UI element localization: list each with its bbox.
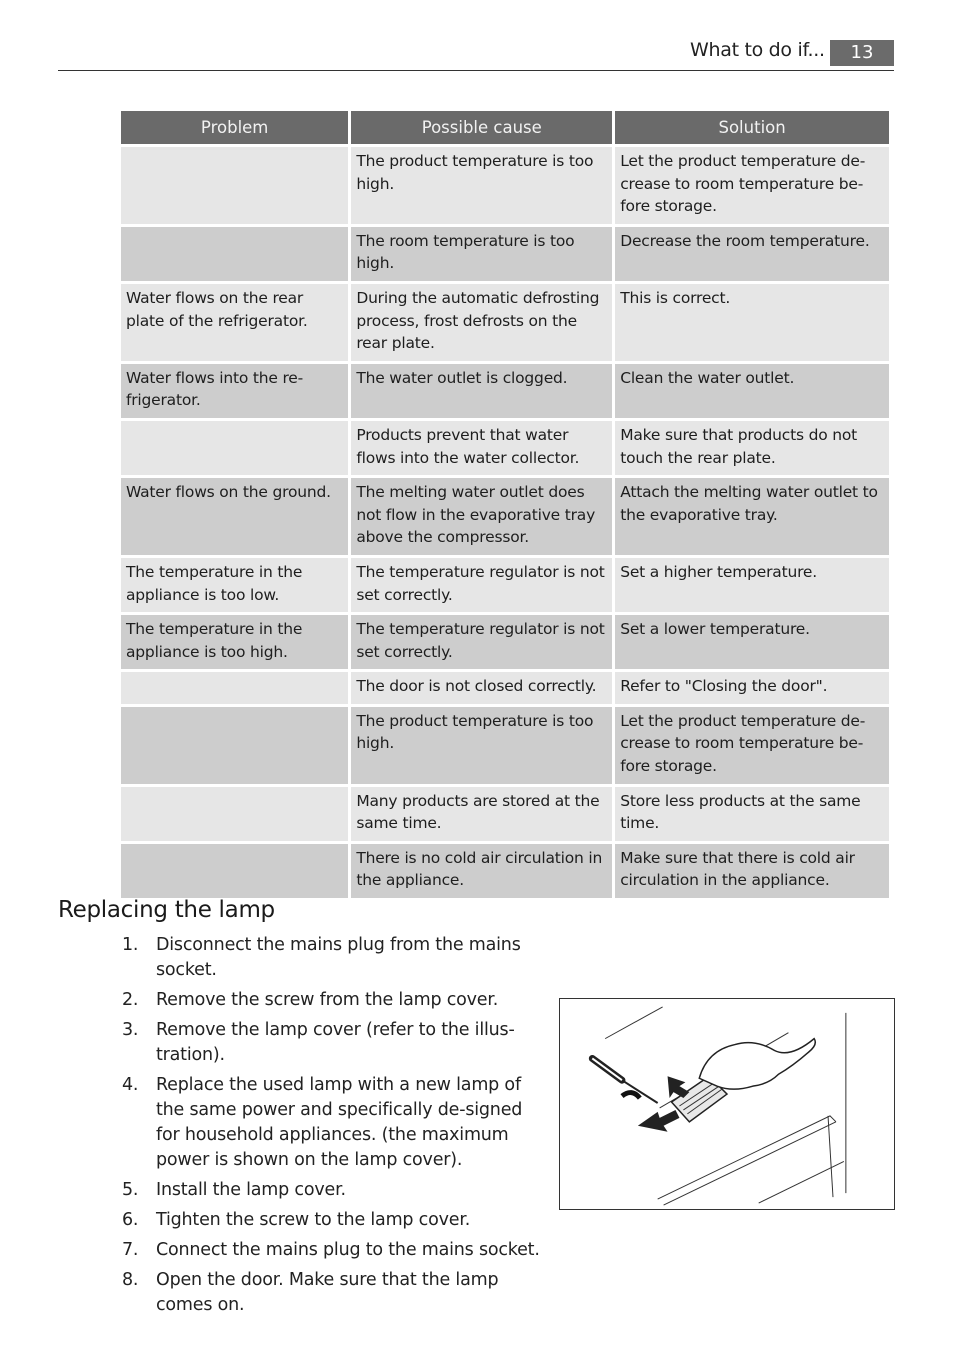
cause-cell: The door is not closed correctly.	[351, 672, 612, 704]
solution-cell: Make sure that there is cold air circulation in the appliance.	[615, 844, 889, 898]
step-text: Install the lamp cover.	[156, 1180, 346, 1200]
step-text: Connect the mains plug to the mains socket.	[156, 1240, 540, 1260]
problem-cell	[121, 707, 348, 784]
table-row	[121, 615, 889, 669]
solution-cell: This is correct.	[615, 284, 889, 361]
list-item	[121, 1268, 541, 1318]
solution-cell: Refer to "Closing the door".	[615, 672, 889, 704]
list-item	[121, 933, 541, 983]
step-number: 5.	[122, 1180, 139, 1200]
solution-cell: Attach the melting water outlet to the evaporative tray.	[615, 478, 889, 555]
solution-cell: Let the product temperature de-crease to room temperature be-fore storage.	[615, 147, 889, 224]
problem-cell: The temperature in the appliance is too low.	[121, 558, 348, 612]
shelf-side	[828, 1116, 833, 1197]
header-divider	[58, 70, 894, 71]
step-number: 2.	[122, 990, 139, 1010]
lamp-removal-drawing	[560, 999, 894, 1209]
cause-cell: During the automatic defrosting process, frost defrosts on the rear plate.	[351, 284, 612, 361]
shelf-edge	[658, 1116, 836, 1199]
column-header-cause: Possible cause	[351, 111, 612, 144]
solution-cell: Set a lower temperature.	[615, 615, 889, 669]
problem-cell	[121, 844, 348, 898]
step-number: 3.	[122, 1020, 139, 1040]
column-header-solution: Solution	[615, 111, 889, 144]
push-arrow-icon	[668, 1076, 690, 1098]
problem-cell	[121, 787, 348, 841]
list-item	[121, 1208, 541, 1233]
step-text: Replace the used lamp with a new lamp of the same power and specifically de-signed for household appliances. (the maximum power is shown on the lamp cover).	[156, 1075, 523, 1170]
problem-cell	[121, 147, 348, 224]
problem-cell: Water flows into the re-frigerator.	[121, 364, 348, 418]
ceiling-line	[605, 1007, 662, 1039]
cause-cell: The product temperature is too high.	[351, 147, 612, 224]
list-item	[121, 988, 541, 1013]
table-row	[121, 147, 889, 224]
section-title: Replacing the lamp	[58, 897, 275, 923]
rotate-arrow-icon	[622, 1093, 640, 1099]
cause-cell: The room temperature is too high.	[351, 227, 612, 281]
step-text: Remove the lamp cover (refer to the illus-tration).	[156, 1020, 515, 1065]
lamp-steps-list	[121, 933, 541, 1323]
solution-cell: Let the product temperature de-crease to room temperature be-fore storage.	[615, 707, 889, 784]
cause-cell: The temperature regulator is not set correctly.	[351, 615, 612, 669]
problem-cell	[121, 227, 348, 281]
list-item	[121, 1238, 541, 1263]
table-row	[121, 364, 889, 418]
list-item	[121, 1018, 541, 1068]
table-row	[121, 421, 889, 475]
table-header-row	[121, 111, 889, 144]
problem-cell	[121, 672, 348, 704]
running-header-title: What to do if...	[690, 39, 825, 61]
cause-cell: The water outlet is clogged.	[351, 364, 612, 418]
solution-cell: Decrease the room temperature.	[615, 227, 889, 281]
problem-cell: Water flows on the rear plate of the refrigerator.	[121, 284, 348, 361]
cause-cell: The product temperature is too high.	[351, 707, 612, 784]
lamp-cover-illustration	[559, 998, 895, 1210]
cause-cell: The melting water outlet does not flow in the evaporative tray above the compressor.	[351, 478, 612, 555]
table-row	[121, 844, 889, 898]
shelf-edge-2	[664, 1122, 836, 1205]
table-row	[121, 672, 889, 704]
hand-drawing	[699, 1039, 815, 1090]
step-text: Disconnect the mains plug from the mains socket.	[156, 935, 521, 980]
step-text: Open the door. Make sure that the lamp comes on.	[156, 1270, 499, 1315]
problem-cell	[121, 421, 348, 475]
cause-cell: Many products are stored at the same time.	[351, 787, 612, 841]
table-row	[121, 284, 889, 361]
step-number: 4.	[122, 1075, 139, 1095]
column-header-problem: Problem	[121, 111, 348, 144]
table-row	[121, 707, 889, 784]
solution-cell: Store less products at the same time.	[615, 787, 889, 841]
problem-cell: Water flows on the ground.	[121, 478, 348, 555]
cause-cell: Products prevent that water flows into the water collector.	[351, 421, 612, 475]
cause-cell: There is no cold air circulation in the appliance.	[351, 844, 612, 898]
step-text: Tighten the screw to the lamp cover.	[156, 1210, 471, 1230]
table-row	[121, 787, 889, 841]
problem-cell: The temperature in the appliance is too high.	[121, 615, 348, 669]
solution-cell: Make sure that products do not touch the rear plate.	[615, 421, 889, 475]
step-text: Remove the screw from the lamp cover.	[156, 990, 499, 1010]
step-number: 7.	[122, 1240, 139, 1260]
step-number: 1.	[122, 935, 139, 955]
step-number: 6.	[122, 1210, 139, 1230]
solution-cell: Set a higher temperature.	[615, 558, 889, 612]
table-row	[121, 558, 889, 612]
step-number: 8.	[122, 1270, 139, 1290]
table-row	[121, 227, 889, 281]
troubleshooting-table	[118, 108, 892, 901]
table-row	[121, 478, 889, 555]
list-item	[121, 1178, 541, 1203]
solution-cell: Clean the water outlet.	[615, 364, 889, 418]
page-number: 13	[830, 40, 894, 66]
cause-cell: The temperature regulator is not set correctly.	[351, 558, 612, 612]
list-item	[121, 1073, 541, 1173]
pull-arrow-icon	[638, 1110, 680, 1132]
